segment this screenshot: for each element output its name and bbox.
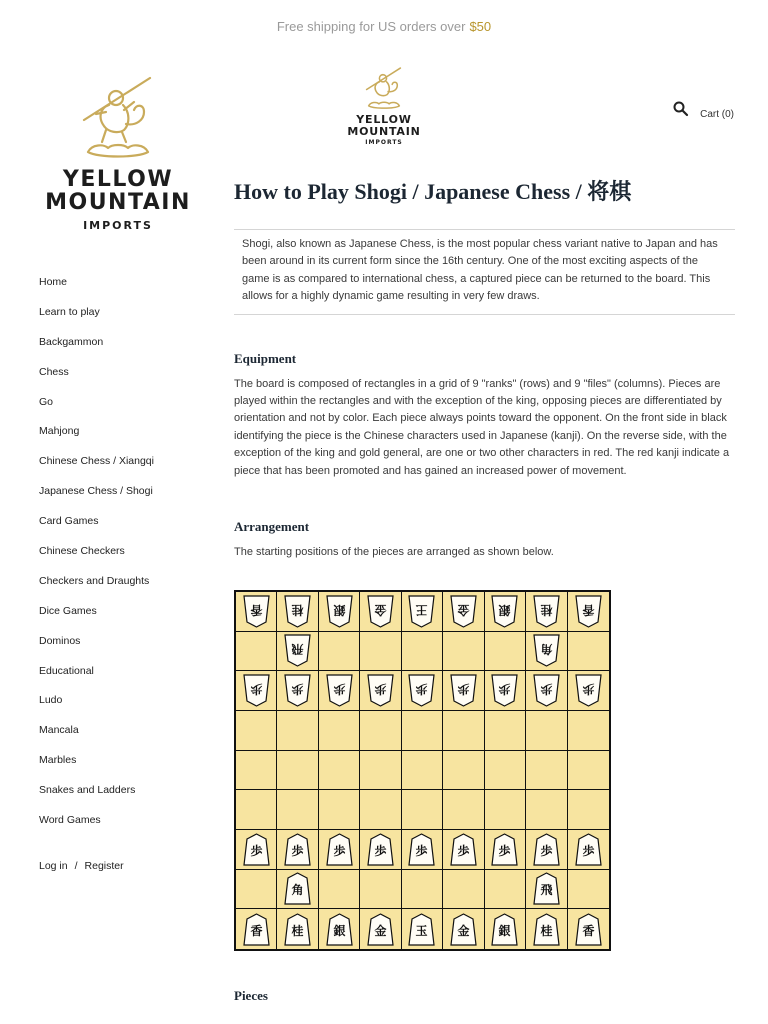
account-links [39,860,124,872]
board-square [402,830,443,870]
shogi-piece [533,674,560,707]
board-square [277,751,318,791]
shogi-piece-icon [408,595,435,628]
piece-label: 歩 [291,682,304,697]
piece-label: 歩 [498,682,511,697]
shogi-piece [284,674,311,707]
board-square [568,870,609,910]
piece-label: 歩 [540,682,553,697]
board-square [277,592,318,632]
board-square [236,632,277,672]
sidebar-item-snakes-ladders[interactable]: Snakes and Ladders [39,784,136,797]
board-square [236,751,277,791]
shogi-piece [491,913,518,946]
shogi-piece [284,872,311,905]
piece-label: 飛 [540,883,553,898]
board-square [485,830,526,870]
shogi-piece-icon [326,595,353,628]
shogi-piece [284,833,311,866]
piece-label: 玉 [415,923,428,938]
board-square [526,790,567,830]
board-square [319,790,360,830]
piece-label: 歩 [333,843,346,858]
shogi-piece-icon [533,833,560,866]
shogi-piece-icon [367,913,394,946]
piece-label: 香 [582,602,595,617]
board-square [568,830,609,870]
shogi-piece-icon [575,833,602,866]
board-square [360,632,401,672]
board-square [277,632,318,672]
shogi-piece [326,595,353,628]
shogi-piece-icon [533,634,560,667]
sidebar-item-word-games[interactable]: Word Games [39,814,101,827]
shogi-piece-icon [450,913,477,946]
board-square [236,790,277,830]
piece-label: 桂 [540,602,553,617]
shogi-piece [575,674,602,707]
shogi-piece-icon [367,595,394,628]
shogi-piece [491,833,518,866]
board-square [526,711,567,751]
sidebar-item-chinese-checkers[interactable]: Chinese Checkers [39,545,125,558]
shogi-piece [408,833,435,866]
shogi-piece-icon [575,913,602,946]
board-square [360,790,401,830]
shogi-piece-icon [408,833,435,866]
brand-line2: MOUNTAIN [347,124,421,138]
board-square [568,632,609,672]
shogi-piece-icon [367,833,394,866]
board-square [443,671,484,711]
piece-label: 歩 [540,843,553,858]
board-square [402,671,443,711]
shogi-piece-icon [243,833,270,866]
piece-label: 角 [291,883,304,898]
shogi-piece-icon [575,595,602,628]
board-square [319,632,360,672]
piece-label: 金 [374,923,387,938]
board-square [402,909,443,949]
shogi-piece [533,913,560,946]
board-square [402,790,443,830]
shogi-piece-icon [408,674,435,707]
sidebar-item-marbles[interactable]: Marbles [39,754,77,767]
shogi-piece-icon [491,595,518,628]
shogi-piece [408,913,435,946]
account-separator: / [74,860,78,872]
shogi-piece [491,595,518,628]
announcement-text: Free shipping for US orders over [276,18,466,34]
board-square [443,830,484,870]
shogi-piece-icon [284,634,311,667]
shogi-piece [326,913,353,946]
piece-label: 歩 [374,682,387,697]
board-square [485,671,526,711]
board-square [236,909,277,949]
board-square [319,751,360,791]
shogi-piece-icon [533,674,560,707]
shogi-piece [284,595,311,628]
piece-label: 歩 [333,682,346,697]
piece-label: 香 [582,923,595,938]
piece-label: 王 [415,602,428,617]
board-square [526,830,567,870]
board-square [402,592,443,632]
board-square [277,711,318,751]
sidebar-item-card-games[interactable]: Card Games [39,515,99,528]
shogi-piece [367,595,394,628]
board-square [277,671,318,711]
shogi-piece-icon [284,674,311,707]
board-square [568,592,609,632]
board-square [360,830,401,870]
piece-label: 桂 [291,602,304,617]
brand-logo-sidebar[interactable] [38,74,198,232]
shogi-piece [533,872,560,905]
shogi-piece-icon [284,913,311,946]
board-square [485,870,526,910]
sidebar-item-educational[interactable]: Educational [39,664,94,677]
board-square [319,870,360,910]
board-square [526,671,567,711]
sidebar-item-dice-games[interactable]: Dice Games [39,604,97,617]
board-square [236,671,277,711]
board-square [526,632,567,672]
board-square [568,711,609,751]
shogi-piece-icon [450,595,477,628]
shogi-piece [575,595,602,628]
board-square [443,632,484,672]
piece-label: 香 [250,923,263,938]
shogi-piece [450,833,477,866]
piece-label: 金 [457,923,470,938]
board-square [319,711,360,751]
shogi-piece-icon [243,913,270,946]
board-square [319,909,360,949]
equipment-heading: Equipment [234,350,297,366]
piece-label: 角 [540,642,553,657]
piece-label: 銀 [333,602,346,617]
shogi-piece [326,674,353,707]
shogi-piece-icon [491,674,518,707]
shogi-piece [533,833,560,866]
arrangement-heading: Arrangement [234,519,310,535]
board-square [277,790,318,830]
board-square [526,870,567,910]
shogi-piece [408,595,435,628]
board-square [236,711,277,751]
sidebar-item-mancala[interactable]: Mancala [39,724,79,737]
search-icon[interactable] [672,100,690,118]
shogi-piece-icon [367,674,394,707]
announcement-bar [0,0,768,52]
board-square [319,830,360,870]
board-square [485,751,526,791]
shogi-piece-icon [326,833,353,866]
board-square [402,632,443,672]
brand-line3: IMPORTS [365,139,403,147]
board-square [568,790,609,830]
board-square [402,751,443,791]
brand-logo-header[interactable] [344,66,424,146]
board-square [443,909,484,949]
board-square [526,592,567,632]
sidebar-item-home[interactable]: Home [39,276,68,288]
piece-label: 香 [250,602,263,617]
shogi-piece-icon [533,913,560,946]
board-square [319,671,360,711]
piece-label: 歩 [457,682,470,697]
board-square [568,751,609,791]
arrangement-paragraph: The starting positions of the pieces are arranged as shown below. [234,546,554,559]
board-square [402,711,443,751]
shogi-piece [450,595,477,628]
header-actions [672,100,734,120]
shogi-piece-icon [450,833,477,866]
board-square [236,830,277,870]
monkey-logo-icon [362,66,406,112]
brand-line3: IMPORTS [83,219,153,233]
board-square [443,790,484,830]
shogi-piece-icon [408,913,435,946]
piece-label: 歩 [291,843,304,858]
shogi-piece-icon [243,674,270,707]
board-square [485,711,526,751]
board-square [443,711,484,751]
piece-label: 歩 [250,843,263,858]
shogi-piece-icon [491,833,518,866]
login-link[interactable]: Log in [39,860,68,872]
board-square [443,870,484,910]
piece-label: 歩 [374,843,387,858]
board-square [277,870,318,910]
piece-label: 金 [457,602,470,617]
shogi-piece-icon [450,674,477,707]
pieces-heading: Pieces [234,988,268,1003]
board-square [360,671,401,711]
shogi-piece [575,913,602,946]
piece-label: 銀 [498,602,511,617]
piece-label: 歩 [457,843,470,858]
shogi-piece [326,833,353,866]
shogi-piece-icon [533,872,560,905]
piece-label: 飛 [291,642,304,657]
sidebar-item-mahjong[interactable]: Mahjong [39,425,80,438]
sidebar-item-ludo[interactable]: Ludo [39,694,63,707]
sidebar-item-checkers-draughts[interactable]: Checkers and Draughts [39,574,150,587]
sidebar-item-xiangqi[interactable]: Chinese Chess / Xiangqi [39,455,154,468]
board-square [236,592,277,632]
brand-line1: YELLOW [62,167,174,192]
shogi-piece [575,833,602,866]
board-square [360,592,401,632]
board-square [277,909,318,949]
board-square [485,632,526,672]
board-square [236,870,277,910]
shogi-piece-icon [575,674,602,707]
piece-label: 歩 [582,843,595,858]
board-square [526,751,567,791]
board-square [360,909,401,949]
piece-label: 歩 [498,843,511,858]
shogi-piece-icon [284,833,311,866]
equipment-paragraph: The board is composed of rectangles in a grid of 9 "ranks" (rows) and 9 "files" (columns). Pieces are played within the rectangles and with the exception of the king, opposing pieces are differentiated by orientation and not by color. Each piece always points toward the opponent. On the front side in black identifying the piece is the Chinese characters used in Japanese (kanji). On the reverse side, with the exception of the king and gold general, are one or two other characters in red. The red kanji indicate a piece that has been promoted and has gained an increased power of movement. [234,377,730,477]
sidebar-item-chess[interactable]: Chess [39,365,69,378]
piece-label: 歩 [250,682,263,697]
intro-paragraph: Shogi, also known as Japanese Chess, is the most popular chess variant native to Japan and has been around in its current form since the 16th century. One of the most exciting aspects of the game is as compared to international chess, a captured piece can be returned to the board. This allows for a highly dynamic game resulting in very few draws. [234,229,735,315]
shogi-piece [450,913,477,946]
board-square [360,870,401,910]
shogi-piece [491,674,518,707]
piece-label: 桂 [540,923,553,938]
board-square [443,751,484,791]
piece-label: 桂 [291,923,304,938]
shogi-piece [533,595,560,628]
piece-label: 歩 [415,682,428,697]
sidebar-nav [39,270,209,838]
shogi-piece-icon [491,913,518,946]
piece-label: 金 [374,602,387,617]
announcement-amount: $50 [469,18,492,34]
sidebar-item-dominos[interactable]: Dominos [39,634,81,647]
shogi-piece [450,674,477,707]
shogi-piece-icon [243,595,270,628]
monkey-logo-icon [78,74,158,164]
register-link[interactable]: Register [84,860,124,872]
piece-label: 銀 [498,923,511,938]
article [234,172,735,561]
board-square [568,671,609,711]
shogi-piece-icon [326,913,353,946]
sidebar-item-shogi[interactable]: Japanese Chess / Shogi [39,485,153,498]
piece-label: 歩 [415,843,428,858]
shogi-piece [367,833,394,866]
board-square [526,909,567,949]
piece-label: 銀 [333,923,346,938]
cart-link[interactable]: Cart (0) [700,109,734,120]
board-square [568,909,609,949]
board-square [485,909,526,949]
sidebar-item-learn-to-play[interactable]: Learn to play [39,305,100,318]
piece-label: 歩 [582,682,595,697]
shogi-piece [367,674,394,707]
board-square [360,711,401,751]
board-square [277,830,318,870]
page-title: How to Play Shogi / Japanese Chess / 将棋 [234,179,632,204]
shogi-piece [284,913,311,946]
shogi-piece-icon [533,595,560,628]
shogi-piece-icon [326,674,353,707]
board-square [443,592,484,632]
sidebar-item-go[interactable]: Go [39,395,54,408]
shogi-piece [533,634,560,667]
shogi-piece [243,913,270,946]
board-square [360,751,401,791]
shogi-piece [408,674,435,707]
brand-line1: YELLOW [356,113,412,126]
sidebar-item-backgammon[interactable]: Backgammon [39,335,104,348]
board-square [402,870,443,910]
shogi-piece [243,833,270,866]
board-square [485,790,526,830]
brand-line2: MOUNTAIN [45,190,191,216]
shogi-piece [243,674,270,707]
shogi-board [234,590,611,951]
board-square [319,592,360,632]
shogi-piece-icon [284,595,311,628]
shogi-piece [243,595,270,628]
shogi-piece-icon [284,872,311,905]
board-square [485,592,526,632]
shogi-piece [284,634,311,667]
shogi-piece [367,913,394,946]
